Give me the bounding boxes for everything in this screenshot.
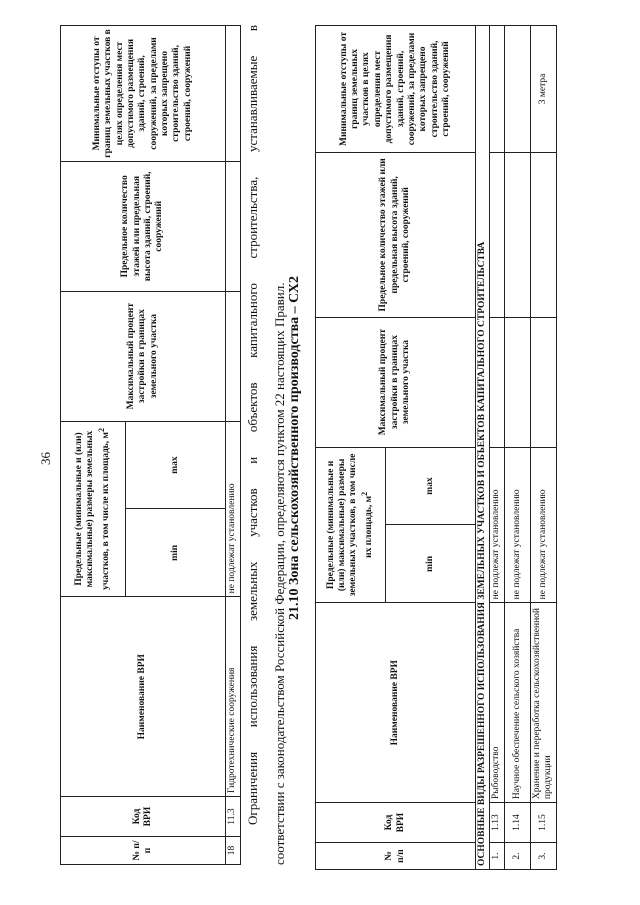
row-num: 3. [530, 843, 556, 870]
zone-table [315, 25, 557, 870]
section-header: ОСНОВНЫЕ ВИДЫ РАЗРЕШЕННОГО ИСПОЛЬЗОВАНИЯ ЗЕМЕЛЬНЫХ УЧАСТКОВ И ОБЪЕКТОВ КАПИТАЛЬНОГО СТРОИТЕЛЬСТВА [476, 26, 490, 870]
row-floors [490, 152, 504, 317]
col-max: max [126, 421, 226, 509]
row-setback [504, 26, 530, 153]
row-percent [490, 317, 504, 447]
col-percent: Максимальный процент застройки в границах земельного участка [61, 291, 226, 421]
row-percent [530, 317, 556, 447]
row-size: не подлежат установлению [490, 447, 504, 603]
row-size: не подлежат установлению [504, 447, 530, 603]
table-header-row [316, 26, 386, 870]
col-floors: Предельное количество этажей или предельная высота зданий, строений, сооружений [61, 161, 226, 291]
row-setback: 3 метра [530, 26, 556, 153]
col-num: № п/п [316, 843, 476, 870]
col-max: max [386, 447, 476, 525]
row-percent [504, 317, 530, 447]
page-number: 36 [38, 452, 53, 465]
table-row [490, 26, 504, 870]
row-code: 11.3 [226, 797, 241, 837]
row-num: 2. [504, 843, 530, 870]
restrictions-paragraph [239, 25, 293, 865]
paragraph-line-2: соответствии с законодательством Российской Федерации, определяются пунктом 22 настоящих Правил. [272, 282, 287, 865]
col-code: Код ВРИ [316, 803, 476, 843]
col-min: min [126, 509, 226, 597]
table-row [504, 26, 530, 870]
section-title: 21.10 Зона сельскохозяйственного производства – СХ2 [287, 276, 302, 620]
col-code: Код ВРИ [61, 797, 226, 837]
row-name: Хранение и переработка сельскохозяйственной продукции [530, 603, 556, 803]
row-name: Рыбоводство [490, 603, 504, 803]
col-setback: Минимальные отступы от границ земельных участков в целях определения мест допустимого размещения зданий, строений, сооружений, за пределами которых запрещено строительство зданий, строений, сооружений [316, 26, 476, 153]
col-percent: Максимальный процент застройки в границах земельного участка [316, 317, 476, 447]
table-continued [60, 25, 241, 865]
col-size-group: Предельные (минимальные и (или) максимальные) размеры земельных участков, в том числе их площадь, $м^2$ [316, 447, 386, 603]
col-name: Наименование ВРИ [61, 597, 226, 797]
col-floors: Предельное количество этажей или предельная высота зданий, строений, сооружений [316, 152, 476, 317]
col-name: Наименование ВРИ [316, 603, 476, 803]
row-setback [490, 26, 504, 153]
row-size: не подлежат установлению [530, 447, 556, 603]
col-min: min [386, 525, 476, 603]
col-size-group: Предельные (минимальные и (или) максимальные) размеры земельных участков, в том числе их площадь, $м^2$ [61, 421, 126, 597]
table-row [530, 26, 556, 870]
col-num: № п/п [61, 837, 226, 865]
row-code: 1.15 [530, 803, 556, 843]
row-num: 18 [226, 837, 241, 865]
table-header-row [61, 26, 126, 865]
row-code: 1.13 [490, 803, 504, 843]
row-num: 1. [490, 843, 504, 870]
row-name: Гидротехнические сооружения [226, 597, 241, 797]
section-header-row [476, 26, 490, 870]
row-floors [530, 152, 556, 317]
col-setback: Минимальные отступы от границ земельных участков в целях определения мест допустимого размещения зданий, строений, сооружений, за пределами которых запрещено строительство зданий, строений, сооружений [61, 26, 226, 162]
row-name: Научное обеспечение сельского хозяйства [504, 603, 530, 803]
row-code: 1.14 [504, 803, 530, 843]
row-size: не подлежат установлению [226, 421, 241, 597]
row-floors [504, 152, 530, 317]
paragraph-line-1: Ограничения использования земельных участков и объектов капитального строительства, устанавливаемые в [245, 25, 260, 825]
